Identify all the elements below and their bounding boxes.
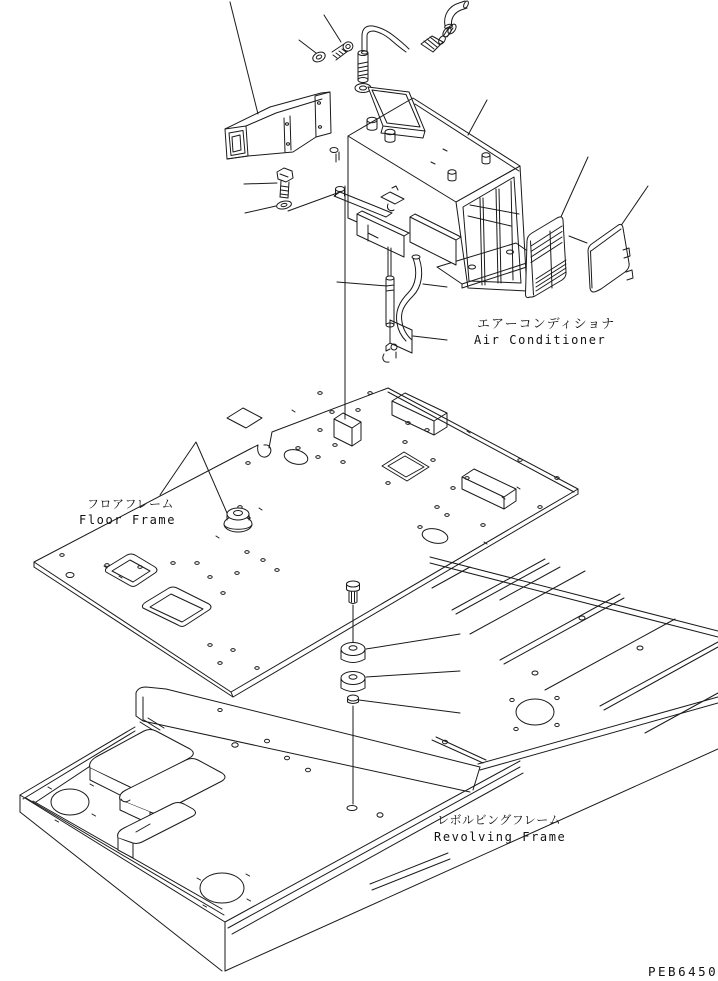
drawing-number: PEB6450 (648, 964, 718, 979)
floor-frame-drawing (34, 388, 578, 697)
plate-brackets (334, 393, 516, 509)
revolving-frame-label-en: Revolving Frame (434, 830, 567, 844)
revolving-frame-label-jp: レボルビングフレーム (437, 813, 562, 827)
deck-stiffeners (432, 559, 718, 733)
floor-frame-label-en: Floor Frame (79, 513, 177, 527)
revolving-frame-drawing (20, 557, 718, 971)
filter-grille-drawing (526, 217, 588, 298)
side-cover-drawing (588, 224, 633, 292)
hook-notch (250, 388, 388, 457)
hose-assembly-drawing (311, 0, 469, 92)
drain-pipes-drawing (383, 247, 422, 362)
mount-grommet-drawing (224, 508, 252, 532)
explode-line (569, 236, 587, 243)
air-conditioner-label-en: Air Conditioner (474, 333, 607, 347)
plate-holes (60, 392, 559, 670)
air-conditioner-label-jp: エアーコンディショナ (477, 317, 616, 332)
air-duct-drawing (225, 92, 331, 159)
floor-frame-label-jp: フロアフレーム (87, 497, 175, 511)
duct-bolt-drawing (276, 168, 293, 210)
platform-drawing (90, 730, 225, 859)
